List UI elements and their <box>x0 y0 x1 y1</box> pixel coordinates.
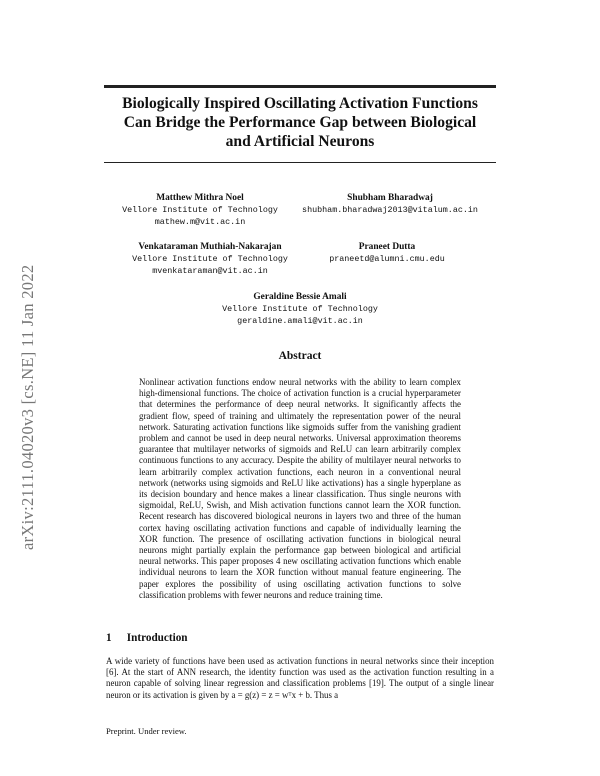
author-block <box>292 192 488 216</box>
author-block <box>200 291 400 327</box>
title-line: Biologically Inspired Oscillating Activation Functions <box>122 95 478 112</box>
author-affiliation: Vellore Institute of Technology <box>132 254 288 264</box>
author-email: shubham.bharadwaj2013@vitalum.ac.in <box>302 205 478 215</box>
author-block <box>312 241 462 265</box>
author-email: geraldine.amali@vit.ac.in <box>237 316 363 326</box>
author-block <box>120 241 300 277</box>
author-name: Venkataraman Muthiah-Nakarajan <box>138 242 282 252</box>
abstract-body: Nonlinear activation functions endow neural networks with the ability to learn complex high-dimensional functions. The choice of activation function is a crucial hyperparameter that determines the performance of deep neural networks. It significantly affects the gradient flow, speed of training and ultimately the representation power of the neural network. Saturating activation functions like sigmoids suffer from the vanishing gradient problem and cannot be used in deep neural networks. Universal approximation theorems guarantee that multilayer networks of sigmoids and ReLU can learn arbitrarily complex continuous functions to any accuracy. Despite the ability of multilayer neural networks to learn arbitrarily complex activation functions, each neuron in a conventional neural network (networks using sigmoids and ReLU like activations) has a single hyperplane as its decision boundary and hence makes a linear classification. Thus single neurons with sigmoidal, ReLU, Swish, and Mish activation functions cannot learn the XOR function. Recent research has discovered biological neurons in layers two and three of the human cortex having oscillating activation functions and capable of individually learning the XOR function. The presence of oscillating activation functions in biological neural neurons might partially explain the performance gap between biological and artificial neural networks. This paper proposes 4 new oscillating activation functions which enable individual neurons to learn the XOR function without manual feature engineering. The paper explores the possibility of using oscillating activation functions to solve classification problems with fewer neurons and reduce training time. <box>139 377 461 600</box>
title-top-rule <box>104 85 496 88</box>
author-block <box>110 192 290 228</box>
intro-paragraph: A wide variety of functions have been used as activation functions in neural networks since their inception [6]. At the start of ANN research, the identity function was used as the activation function resulting in a neuron capable of solving linear regression and classification problems [19]. The output of a single linear neuron or its activation is given by a = g(z) = z = wᵀx + b. Thus a <box>106 656 494 700</box>
section-heading <box>106 632 188 644</box>
arxiv-sidebar <box>16 210 36 550</box>
arxiv-identifier: arXiv:2111.04020v3 [cs.NE] 11 Jan 2022 <box>18 264 37 550</box>
title-line: and Artificial Neurons <box>225 133 375 150</box>
author-email: praneetd@alumni.cmu.edu <box>329 254 445 264</box>
author-affiliation: Vellore Institute of Technology <box>222 304 378 314</box>
preprint-footer: Preprint. Under review. <box>106 726 187 736</box>
author-affiliation: Vellore Institute of Technology <box>122 205 278 215</box>
author-email: mvenkataraman@vit.ac.in <box>152 266 268 276</box>
section-number: 1 <box>106 632 112 644</box>
author-name: Praneet Dutta <box>358 242 416 252</box>
section-title: Introduction <box>126 632 188 644</box>
abstract-heading: Abstract <box>278 350 322 362</box>
author-name: Matthew Mithra Noel <box>156 193 244 203</box>
title-line: Can Bridge the Performance Gap between Biological <box>123 114 477 131</box>
author-name: Geraldine Bessie Amali <box>253 292 347 302</box>
paper-title <box>100 94 500 151</box>
title-bottom-rule <box>104 162 496 163</box>
author-name: Shubham Bharadwaj <box>347 193 433 203</box>
author-email: mathew.m@vit.ac.in <box>154 217 246 227</box>
